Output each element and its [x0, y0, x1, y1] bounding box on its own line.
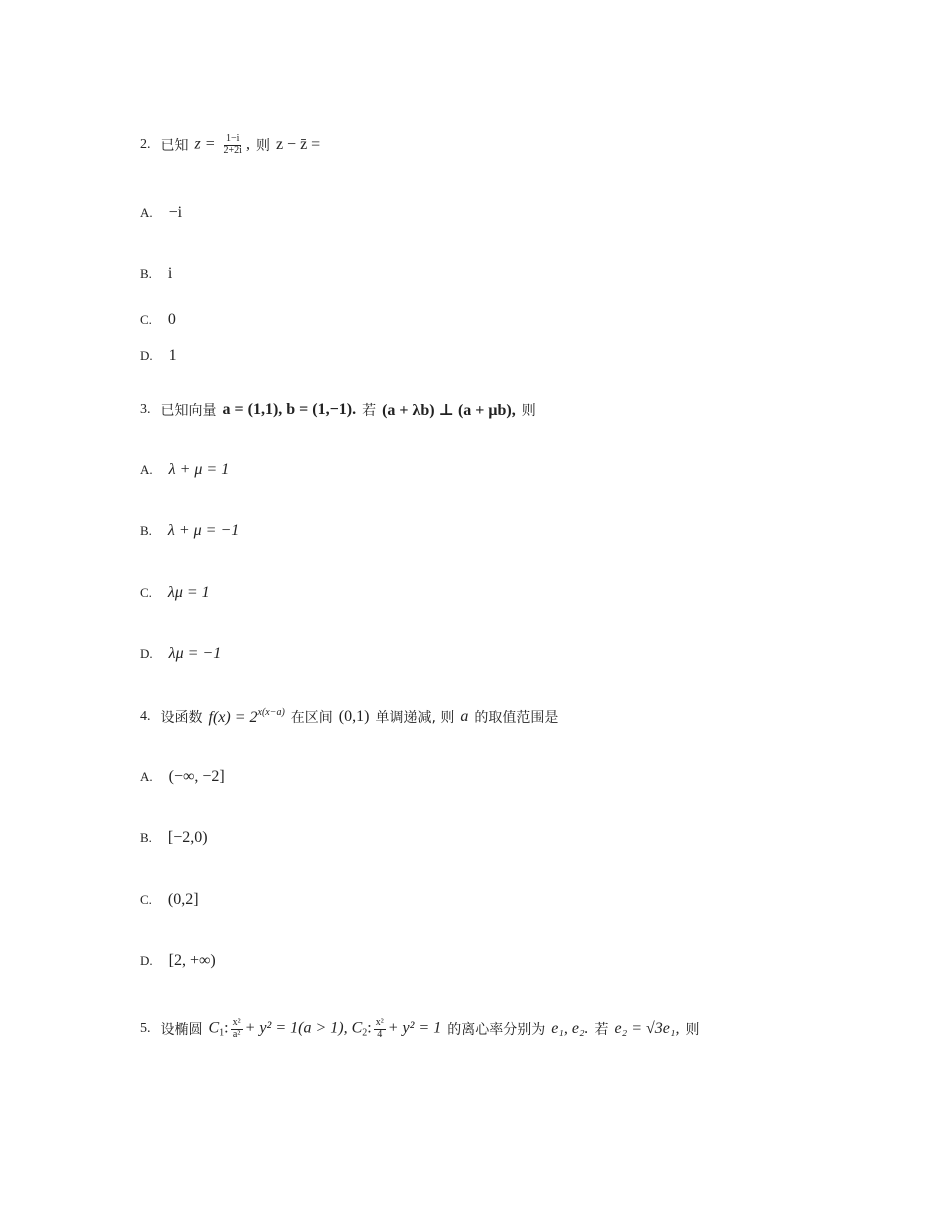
math-expression: (a + λb) ⊥ (a + μb),	[382, 402, 516, 419]
option-label: D.	[140, 646, 153, 661]
stem-text: 设椭圆	[160, 1022, 203, 1038]
question-4-stem	[140, 707, 558, 727]
fraction-numerator: 1−i	[226, 133, 240, 144]
option-c	[140, 311, 182, 329]
math-text: C	[351, 1019, 363, 1037]
option-text: λ + μ = 1	[168, 461, 230, 478]
option-b	[140, 265, 178, 283]
option-text: λ + μ = −1	[167, 522, 240, 539]
option-label: A.	[140, 769, 153, 784]
option-label: B.	[140, 830, 152, 845]
option-label: D.	[140, 953, 153, 968]
fraction	[222, 134, 244, 156]
stem-text: 在区间	[290, 710, 333, 726]
stem-text: 的离心率分别为	[447, 1022, 546, 1038]
question-number: 4.	[140, 709, 151, 724]
subscript: 1	[219, 1027, 225, 1039]
fraction-denominator: 4	[377, 1028, 383, 1040]
question-number: 2.	[140, 137, 151, 152]
option-label: C.	[140, 585, 152, 600]
math-expression	[209, 707, 285, 727]
option-text: 0	[167, 311, 176, 328]
option-label: C.	[140, 892, 152, 907]
stem-text: 若	[594, 1022, 609, 1038]
fraction	[374, 1018, 386, 1040]
fraction-numerator: x²	[375, 1017, 384, 1028]
math-text: :	[224, 1019, 229, 1037]
option-label: B.	[140, 523, 152, 538]
math-text: f(x) = 2	[208, 709, 258, 726]
stem-text: 若	[362, 403, 377, 419]
option-b	[140, 829, 214, 847]
math-text: ,	[245, 135, 250, 153]
math-expression: z − z̄ =	[275, 136, 321, 153]
math-expression: (0,1)	[338, 708, 370, 725]
option-label: A.	[140, 462, 153, 477]
stem-text: 的取值范围是	[474, 710, 559, 726]
math-text: + y² = 1	[387, 1019, 442, 1037]
option-c	[140, 891, 205, 909]
option-label: C.	[140, 312, 152, 327]
option-label: B.	[140, 266, 152, 281]
option-text: [2, +∞)	[168, 952, 216, 969]
exponent: x(x−a)	[257, 707, 285, 718]
math-expression	[209, 1018, 442, 1040]
option-text: 1	[168, 347, 177, 364]
question-2-stem	[140, 134, 326, 156]
option-c	[140, 584, 216, 602]
question-number: 5.	[140, 1021, 151, 1036]
question-5-stem	[140, 1018, 699, 1040]
option-d	[140, 645, 227, 663]
math-expression: e₁, e₂.	[551, 1020, 589, 1037]
option-text: i	[167, 265, 173, 282]
math-text: :	[367, 1019, 372, 1037]
stem-text: 单调递减, 则	[375, 710, 455, 726]
math-expression: e₂ = √3e₁,	[614, 1020, 680, 1037]
option-label: D.	[140, 348, 153, 363]
option-text: [−2,0)	[167, 829, 208, 846]
stem-text: 则	[521, 403, 536, 419]
option-label: A.	[140, 205, 153, 220]
option-text: (−∞, −2]	[168, 768, 225, 785]
option-a	[140, 461, 235, 479]
fraction-denominator: 2+2i	[223, 144, 242, 156]
subscript: 2	[362, 1027, 368, 1039]
math-expression	[195, 134, 250, 156]
option-text: (0,2]	[167, 891, 199, 908]
math-text: C	[208, 1019, 220, 1037]
option-a	[140, 768, 231, 786]
option-b	[140, 522, 245, 540]
math-expression: a	[460, 708, 469, 725]
option-text: λμ = 1	[167, 584, 210, 601]
math-expression: a = (1,1), b = (1,−1).	[222, 401, 357, 418]
math-text: z =	[194, 135, 220, 153]
stem-text: 已知向量	[160, 403, 217, 419]
stem-text: 已知	[160, 138, 189, 154]
question-3-stem	[140, 400, 536, 420]
fraction-numerator: x²	[232, 1017, 241, 1028]
math-text: + y² = 1(a > 1),	[244, 1019, 348, 1037]
stem-text: 则	[685, 1022, 700, 1038]
option-d	[140, 952, 222, 970]
fraction-denominator: a²	[232, 1028, 241, 1040]
stem-text: 设函数	[160, 710, 203, 726]
option-d	[140, 347, 183, 365]
question-number: 3.	[140, 402, 151, 417]
stem-text: 则	[255, 138, 270, 154]
option-text: −i	[168, 204, 183, 221]
fraction	[231, 1018, 243, 1040]
option-text: λμ = −1	[168, 645, 222, 662]
option-a	[140, 204, 188, 222]
